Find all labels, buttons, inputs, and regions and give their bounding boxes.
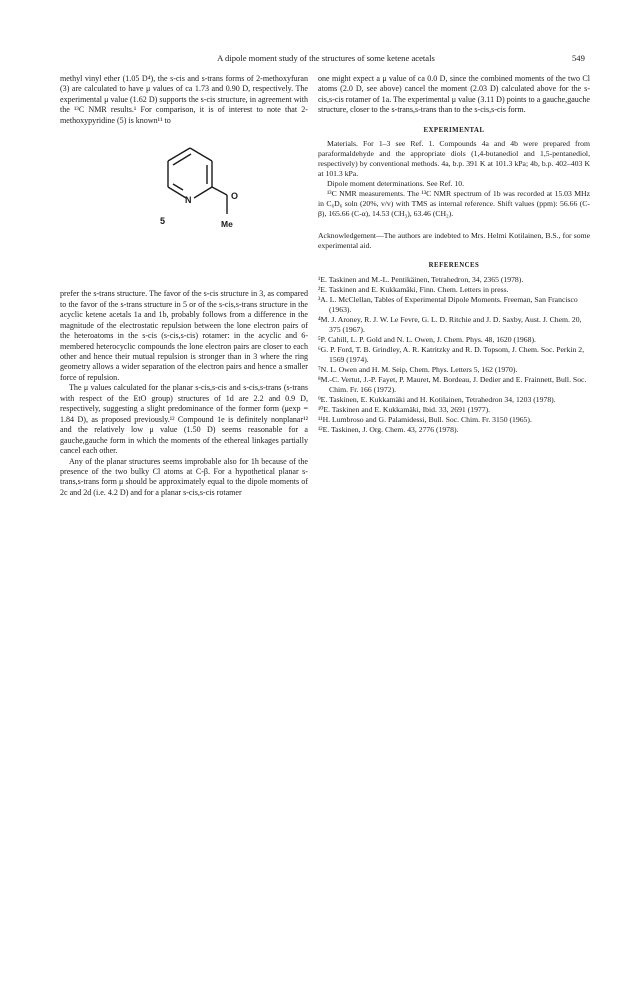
reference-item: ⁵P. Cahill, L. P. Gold and N. L. Owen, J. Chem. Phys. 48, 1620 (1968). — [318, 334, 536, 344]
reference-item: ¹¹H. Lumbroso and G. Palamidessi, Bull. Soc. Chim. Fr. 3150 (1965). — [318, 414, 532, 424]
pyridine-ring — [168, 148, 227, 214]
methyl-label: Me — [221, 219, 233, 230]
body-paragraph: The μ values calculated for the planar s-cis,s-cis and s-cis,s-trans (s-trans with respect of the EtO group) structures of 1d are 2.2 and 0.9 D, respectively, suggesting a slight predominance of the former form (μexp = 1.84 D), as proposed previously.¹² Compound 1e is definitely nonplanar¹² and the relatively low μ value (1.50 D) seems reasonable for a gauche,gauche form in which the moments of the ethereal linkages partially cancel each other. — [60, 383, 308, 456]
ring-nitrogen-label: N — [185, 195, 192, 206]
reference-item: ²E. Taskinen and E. Kukkamäki, Finn. Chem. Letters in press. — [318, 284, 509, 294]
reference-item: ¹⁰E. Taskinen and E. Kukkamäki, Ibid. 33, 2691 (1977). — [318, 404, 491, 414]
spacer — [318, 219, 590, 231]
reference-item: ⁸M.-C. Vertut, J.-P. Fayet, P. Mauret, M. Bordeau, J. Dedier and E. Frainnett, Bull. Soc. Chim. Fr. 166 (1972). — [318, 374, 587, 394]
compound-number: 5 — [160, 216, 166, 227]
methoxypyridine-structure — [130, 134, 260, 284]
materials-paragraph: Materials. For 1–3 see Ref. 1. Compounds 4a and 4b were prepared from paraformaldehyde and the appropriate diols (1,4-butanediol and 1,5-pentanediol, respectively) by conventional methods. 4a, b.p. 391 K at 101.3 kPa; 4b, b.p. 402–403 K at 101.3 kPa. — [318, 139, 590, 179]
left-column — [60, 74, 308, 498]
experimental-heading: EXPERIMENTAL — [423, 126, 485, 134]
body-paragraph: Any of the planar structures seems improbable also for 1h because of the presence of the two bulky Cl atoms at C-β. For a hypothetical planar s-trans,s-trans form μ should be approximately equal to the dipole moments of 2c and 2d (i.e. 4.2 D) and for a planar s-cis,s-cis rotamer — [60, 456, 308, 497]
reference-list — [318, 275, 590, 435]
body-paragraph: methyl vinyl ether (1.05 D⁴), the s-cis and s-trans forms of 2-methoxyfuran (3) are calculated to have μ values of ca 1.73 and 0.90 D, respectively. The experimental μ value (1.62 D) supports the s-cis structure, in agreement with the ¹³C NMR results.¹ For comparison, it is of interest to note that 2-methoxypyridine (5) is known¹¹ to — [60, 74, 308, 125]
reference-item: ⁴M. J. Aroney, R. J. W. Le Fevre, G. L. D. Ritchie and J. D. Saxby, Aust. J. Chem. 20, 375 (1967). — [318, 314, 582, 334]
reference-item: ⁶G. P. Ford, T. B. Grindley, A. R. Katritzky and R. D. Topsom, J. Chem. Soc. Perkin 2, 1569 (1974). — [318, 344, 585, 364]
right-column — [318, 74, 590, 435]
reference-item: ⁷N. L. Owen and H. M. Seip, Chem. Phys. Letters 5, 162 (1970). — [318, 364, 518, 374]
reference-item: ¹E. Taskinen and M.-L. Pentikäinen, Tetrahedron, 34, 2365 (1978). — [318, 274, 524, 284]
reference-item: ⁹E. Taskinen, E. Kukkamäki and H. Kotilainen, Tetrahedron 34, 1203 (1978). — [318, 394, 556, 404]
running-head: A dipole moment study of the structures of some ketene acetals — [217, 53, 435, 63]
acknowledgement: Acknowledgement—The authors are indebted to Mrs. Helmi Kotilainen, B.S., for some experimental aid. — [318, 231, 590, 251]
body-paragraph: one might expect a μ value of ca 0.0 D, since the combined moments of the two Cl atoms (2.0 D, see above) cancel the moment (2.03 D) calculated above for the s-cis,s-cis rotamer of 1a. The experimental μ value (3.11 D) points to a gauche,gauche structure, closer to the s-trans,s-trans than to the s-cis,s-cis form. — [318, 74, 590, 115]
reference-item: ³A. L. McClellan, Tables of Experimental Dipole Moments. Freeman, San Francisco (1963). — [318, 294, 578, 314]
body-paragraph: prefer the s-trans structure. The favor of the s-cis structure in 3, as compared to the favor of the s-trans structure in 5 or of the s-cis,s-trans structure in the acyclic ketene acetals 1a and 1b, probably follows from a difference in the magnitude of the electrostatic repulsion between the lone electron pairs of the heteroatoms in the s-cis (s-cis,s-cis) rotamer: in the acyclic and 6-membered heterocyclic compounds the lone electron pairs are closer to each other and hence their mutual repulsion is stronger than in 3 where the ring geometry allows a wider separation of the electron pairs and hence a smaller force of repulsion. — [60, 289, 308, 382]
nmr-paragraph: ¹³C NMR measurements. The ¹³C NMR spectrum of 1b was recorded at 15.03 MHz in C₆D₆ soln (20%, v/v) with TMS as internal reference. Shift values (ppm): 56.66 (C-β), 165.66 (C-α), 14.53 (CH₃), 63.46 (CH₂). — [318, 189, 590, 219]
molecule-figure — [60, 126, 308, 289]
reference-item: ¹²E. Taskinen, J. Org. Chem. 43, 2776 (1978). — [318, 424, 459, 434]
ether-oxygen-label: O — [231, 191, 239, 202]
references-heading: REFERENCES — [428, 262, 480, 270]
page-number: 549 — [572, 53, 585, 63]
dipole-methods-paragraph: Dipole moment determinations. See Ref. 10. — [327, 179, 465, 189]
